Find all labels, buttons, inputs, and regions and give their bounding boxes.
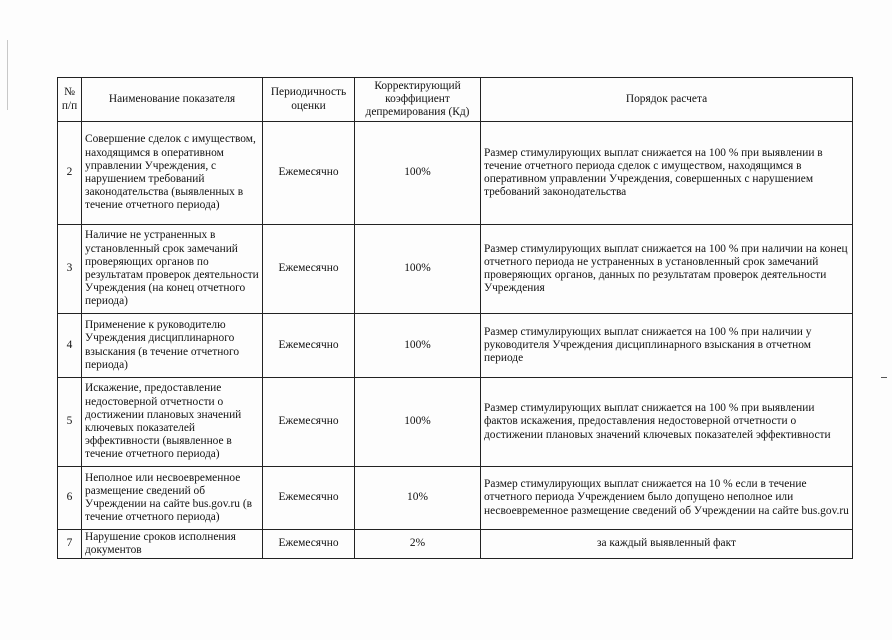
row-coef: 100% xyxy=(355,378,481,467)
row-name: Неполное или несвоевременное размещение сведений об Учреждении на сайте bus.gov.ru (в течение отчетного периода) xyxy=(82,467,263,530)
header-num: № п/п xyxy=(58,78,82,122)
row-calc: Размер стимулирующих выплат снижается на 10 % если в течение отчетного периода Учреждением было допущено неполное или несвоевременное размещение сведений об Учреждении на сайте bus.gov.ru xyxy=(481,467,853,530)
row-num: 3 xyxy=(58,225,82,314)
row-num: 7 xyxy=(58,530,82,559)
row-coef: 100% xyxy=(355,225,481,314)
row-name: Нарушение сроков исполнения документов xyxy=(82,530,263,559)
row-num: 2 xyxy=(58,122,82,225)
scan-edge-mark xyxy=(881,377,887,378)
row-calc: Размер стимулирующих выплат снижается на 100 % при наличии у руководителя Учреждения дисциплинарного взыскания в отчетном периоде xyxy=(481,314,853,378)
header-calc: Порядок расчета xyxy=(481,78,853,122)
indicators-table xyxy=(57,77,853,559)
row-coef: 10% xyxy=(355,467,481,530)
row-period: Ежемесячно xyxy=(263,225,355,314)
row-calc: Размер стимулирующих выплат снижается на 100 % при выявлении в течение отчетного периода сделок с имуществом, находящимся в оперативном управлении Учреждения, совершенных с нарушением требований законодательства xyxy=(481,122,853,225)
row-name: Применение к руководителю Учреждения дисциплинарного взыскания (в течение отчетного периода) xyxy=(82,314,263,378)
row-name: Искажение, предоставление недостоверной отчетности о достижении плановых значений ключевых показателей эффективности (выявленное в течение отчетного периода) xyxy=(82,378,263,467)
row-calc: за каждый выявленный факт xyxy=(481,530,853,559)
row-name: Наличие не устраненных в установленный срок замечаний проверяющих органов по результатам проверок деятельности Учреждения (на конец отчетного периода) xyxy=(82,225,263,314)
row-period: Ежемесячно xyxy=(263,122,355,225)
table-row xyxy=(58,122,853,225)
row-period: Ежемесячно xyxy=(263,378,355,467)
row-period: Ежемесячно xyxy=(263,314,355,378)
row-name: Совершение сделок с имуществом, находящимся в оперативном управлении Учреждения, с нарушением требований законодательства (выявленных в течение отчетного периода) xyxy=(82,122,263,225)
row-calc: Размер стимулирующих выплат снижается на 100 % при выявлении фактов искажения, предоставления недостоверной отчетности о достижении плановых значений ключевых показателей эффективности xyxy=(481,378,853,467)
header-period: Периодичность оценки xyxy=(263,78,355,122)
row-coef: 100% xyxy=(355,314,481,378)
row-coef: 2% xyxy=(355,530,481,559)
row-num: 4 xyxy=(58,314,82,378)
header-coef: Корректирующий коэффициент депремирования (Кд) xyxy=(355,78,481,122)
table-row xyxy=(58,225,853,314)
header-name: Наименование показателя xyxy=(82,78,263,122)
table-header-row xyxy=(58,78,853,122)
scan-edge-mark xyxy=(7,40,8,110)
row-num: 6 xyxy=(58,467,82,530)
table-row xyxy=(58,378,853,467)
row-calc: Размер стимулирующих выплат снижается на 100 % при наличии на конец отчетного периода не устраненных в установленный срок замечаний проверяющих органов, данных по результатам проверок деятельности Учреждения xyxy=(481,225,853,314)
table-row xyxy=(58,467,853,530)
row-num: 5 xyxy=(58,378,82,467)
table-row xyxy=(58,530,853,559)
row-coef: 100% xyxy=(355,122,481,225)
row-period: Ежемесячно xyxy=(263,530,355,559)
row-period: Ежемесячно xyxy=(263,467,355,530)
table-row xyxy=(58,314,853,378)
